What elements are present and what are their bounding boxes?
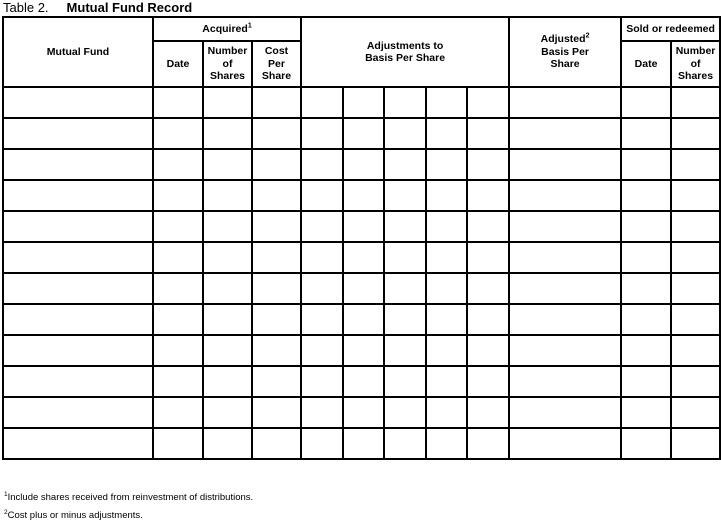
- body-cell: [384, 273, 426, 304]
- body-cell: [384, 211, 426, 242]
- footnote-2-text: Cost plus or minus adjustments.: [7, 510, 143, 521]
- body-cell: [301, 242, 343, 273]
- footnotes: [4, 492, 253, 528]
- body-cell: [252, 149, 301, 180]
- table-title: [3, 1, 192, 15]
- body-cell: [343, 366, 384, 397]
- body-cell: [621, 149, 671, 180]
- body-cell: [252, 304, 301, 335]
- body-cell: [426, 366, 467, 397]
- body-cell: [343, 304, 384, 335]
- body-cell: [621, 242, 671, 273]
- sold-date-label: Date: [634, 57, 658, 70]
- body-cell: [343, 428, 384, 459]
- body-cell: [301, 273, 343, 304]
- body-cell: [3, 397, 153, 428]
- body-cell: [621, 180, 671, 211]
- body-cell: [203, 87, 252, 118]
- col-header-mutual-fund: [3, 17, 153, 87]
- body-cell: [343, 211, 384, 242]
- col-header-adjustments-to-basis: [301, 17, 509, 87]
- body-cell: [153, 242, 203, 273]
- body-cell: [153, 118, 203, 149]
- body-cell: [426, 118, 467, 149]
- body-cell: [426, 428, 467, 459]
- body-cell: [343, 397, 384, 428]
- body-cell: [153, 180, 203, 211]
- body-cell: [3, 118, 153, 149]
- body-cell: [203, 149, 252, 180]
- body-cell: [203, 428, 252, 459]
- body-cell: [252, 180, 301, 211]
- body-cell: [671, 304, 720, 335]
- col-group-sold-or-redeemed: [621, 17, 720, 41]
- table-row: [3, 366, 720, 397]
- body-cell: [467, 118, 509, 149]
- body-cell: [343, 242, 384, 273]
- body-cell: [426, 149, 467, 180]
- body-cell: [153, 335, 203, 366]
- body-cell: [343, 180, 384, 211]
- body-cell: [621, 397, 671, 428]
- body-cell: [621, 335, 671, 366]
- body-cell: [426, 180, 467, 211]
- body-cell: [671, 87, 720, 118]
- body-cell: [621, 304, 671, 335]
- adjusted-basis-sublabel: Basis Per Share: [541, 45, 589, 71]
- body-cell: [153, 211, 203, 242]
- body-cell: [252, 335, 301, 366]
- body-cell: [3, 335, 153, 366]
- body-cell: [252, 118, 301, 149]
- body-cell: [252, 428, 301, 459]
- body-cell: [426, 397, 467, 428]
- body-cell: [301, 149, 343, 180]
- body-cell: [153, 366, 203, 397]
- col-header-sold-number-of-shares: [671, 41, 720, 87]
- body-cell: [509, 118, 621, 149]
- acquired-number-of-shares-label: Number of Shares: [207, 45, 248, 83]
- sold-number-of-shares-label: Number of Shares: [675, 45, 716, 83]
- body-cell: [509, 366, 621, 397]
- table-row: [3, 242, 720, 273]
- table-row: [3, 149, 720, 180]
- body-cell: [343, 273, 384, 304]
- body-cell: [671, 397, 720, 428]
- body-cell: [252, 397, 301, 428]
- body-cell: [3, 149, 153, 180]
- body-cell: [621, 211, 671, 242]
- body-cell: [3, 180, 153, 211]
- body-cell: [426, 242, 467, 273]
- acquired-date-label: Date: [166, 57, 190, 70]
- mutual-fund-record-table: [2, 16, 721, 460]
- body-cell: [3, 428, 153, 459]
- body-cell: [426, 335, 467, 366]
- acquired-cost-per-share-label: Cost Per Share: [261, 45, 292, 83]
- body-cell: [621, 87, 671, 118]
- body-cell: [509, 304, 621, 335]
- table-title-main: Mutual Fund Record: [66, 0, 193, 15]
- col-header-sold-date: [621, 41, 671, 87]
- table-row: [3, 118, 720, 149]
- body-cell: [343, 87, 384, 118]
- body-cell: [671, 273, 720, 304]
- body-cell: [426, 211, 467, 242]
- body-cell: [621, 366, 671, 397]
- body-cell: [384, 397, 426, 428]
- body-cell: [301, 428, 343, 459]
- body-cell: [671, 118, 720, 149]
- body-cell: [384, 118, 426, 149]
- body-cell: [252, 242, 301, 273]
- body-cell: [153, 304, 203, 335]
- body-cell: [384, 180, 426, 211]
- body-cell: [509, 397, 621, 428]
- body-cell: [671, 242, 720, 273]
- table-row: [3, 304, 720, 335]
- body-cell: [153, 87, 203, 118]
- body-cell: [671, 180, 720, 211]
- body-cell: [384, 242, 426, 273]
- body-cell: [426, 87, 467, 118]
- body-cell: [343, 118, 384, 149]
- body-cell: [509, 335, 621, 366]
- body-cell: [467, 149, 509, 180]
- body-cell: [467, 180, 509, 211]
- body-cell: [343, 335, 384, 366]
- body-cell: [467, 211, 509, 242]
- body-cell: [3, 87, 153, 118]
- table-body: [3, 87, 720, 459]
- acquired-footnote-ref: 1: [247, 22, 252, 30]
- body-cell: [671, 149, 720, 180]
- body-cell: [509, 180, 621, 211]
- adjusted-basis-footnote-ref: 2: [585, 32, 590, 40]
- table-row: [3, 87, 720, 118]
- col-group-acquired: [153, 17, 301, 41]
- table-title-prefix: Table 2.: [3, 0, 49, 15]
- footnote-2: [4, 510, 253, 521]
- body-cell: [252, 87, 301, 118]
- body-cell: [384, 335, 426, 366]
- body-cell: [301, 366, 343, 397]
- table-row: [3, 273, 720, 304]
- body-cell: [384, 428, 426, 459]
- body-cell: [426, 273, 467, 304]
- body-cell: [467, 397, 509, 428]
- body-cell: [426, 304, 467, 335]
- body-cell: [252, 211, 301, 242]
- body-cell: [153, 428, 203, 459]
- body-cell: [467, 366, 509, 397]
- footnote-1-ref: 1: [4, 490, 8, 498]
- body-cell: [384, 366, 426, 397]
- body-cell: [509, 211, 621, 242]
- body-cell: [671, 366, 720, 397]
- body-cell: [509, 273, 621, 304]
- col-header-acquired-date: [153, 41, 203, 87]
- body-cell: [467, 428, 509, 459]
- table-row: [3, 335, 720, 366]
- body-cell: [384, 304, 426, 335]
- body-cell: [509, 149, 621, 180]
- col-header-adjusted-basis: [509, 17, 621, 87]
- adjustments-label: Adjustments to Basis Per Share: [365, 39, 446, 64]
- sold-or-redeemed-label: Sold or redeemed: [626, 22, 715, 35]
- body-cell: [203, 335, 252, 366]
- body-cell: [509, 87, 621, 118]
- body-cell: [467, 87, 509, 118]
- body-cell: [467, 335, 509, 366]
- body-cell: [3, 273, 153, 304]
- body-cell: [203, 118, 252, 149]
- body-cell: [509, 242, 621, 273]
- footnote-1-text: Include shares received from reinvestment of distributions.: [7, 492, 254, 503]
- body-cell: [301, 211, 343, 242]
- footnote-1: [4, 492, 253, 503]
- body-cell: [203, 397, 252, 428]
- body-cell: [621, 273, 671, 304]
- body-cell: [301, 397, 343, 428]
- table-row: [3, 397, 720, 428]
- body-cell: [3, 242, 153, 273]
- mutual-fund-label: Mutual Fund: [46, 45, 110, 58]
- body-cell: [384, 149, 426, 180]
- body-cell: [343, 149, 384, 180]
- table-row: [3, 180, 720, 211]
- body-cell: [203, 273, 252, 304]
- body-cell: [467, 304, 509, 335]
- body-cell: [467, 273, 509, 304]
- body-cell: [3, 304, 153, 335]
- body-cell: [301, 304, 343, 335]
- body-cell: [203, 304, 252, 335]
- body-cell: [671, 335, 720, 366]
- body-cell: [203, 211, 252, 242]
- body-cell: [509, 428, 621, 459]
- body-cell: [153, 149, 203, 180]
- adjusted-basis-label: Adjusted$^2$: [540, 32, 590, 46]
- body-cell: [153, 397, 203, 428]
- body-cell: [621, 428, 671, 459]
- body-cell: [252, 273, 301, 304]
- body-cell: [203, 180, 252, 211]
- body-cell: [301, 335, 343, 366]
- body-cell: [3, 211, 153, 242]
- body-cell: [301, 87, 343, 118]
- body-cell: [671, 428, 720, 459]
- body-cell: [203, 242, 252, 273]
- footnote-2-ref: 2: [4, 508, 8, 516]
- body-cell: [467, 242, 509, 273]
- body-cell: [153, 273, 203, 304]
- col-header-acquired-number-of-shares: [203, 41, 252, 87]
- table-row: [3, 211, 720, 242]
- table-row: [3, 428, 720, 459]
- body-cell: [3, 366, 153, 397]
- body-cell: [384, 87, 426, 118]
- body-cell: [671, 211, 720, 242]
- body-cell: [301, 180, 343, 211]
- body-cell: [621, 118, 671, 149]
- body-cell: [252, 366, 301, 397]
- body-cell: [203, 366, 252, 397]
- acquired-label: Acquired: [202, 22, 248, 35]
- body-cell: [301, 118, 343, 149]
- col-header-acquired-cost-per-share: [252, 41, 301, 87]
